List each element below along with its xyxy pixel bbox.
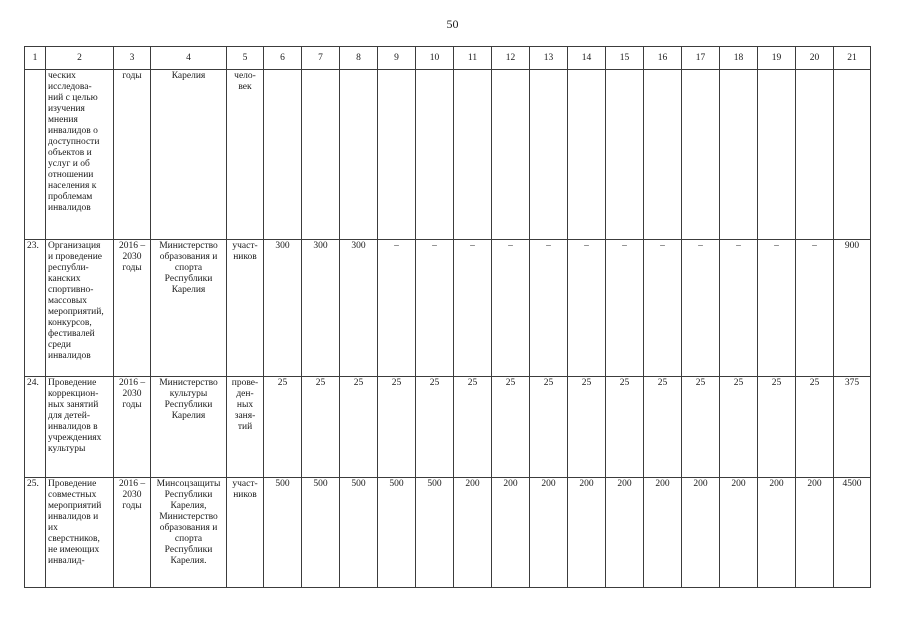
header-cell: 1 [25,47,46,70]
year-value-cell: 25 [682,377,720,478]
unit-cell: участ- ников [227,478,264,588]
year-value-cell: 25 [492,377,530,478]
year-value-cell: 25 [340,377,378,478]
header-cell: 14 [568,47,606,70]
header-cell: 20 [796,47,834,70]
year-value-cell: 25 [568,377,606,478]
header-cell: 10 [416,47,454,70]
year-value-cell: 200 [568,478,606,588]
table-row [25,377,871,478]
header-cell: 15 [606,47,644,70]
table-row [25,70,871,240]
year-value-cell: 25 [644,377,682,478]
year-value-cell: – [530,240,568,377]
year-value-cell: 200 [530,478,568,588]
year-value-cell [416,70,454,240]
year-value-cell [492,70,530,240]
year-value-cell: 25 [454,377,492,478]
year-value-cell [796,70,834,240]
year-value-cell: – [492,240,530,377]
header-cell: 7 [302,47,340,70]
year-value-cell [606,70,644,240]
table-row [25,478,871,588]
header-cell: 4 [151,47,227,70]
header-cell: 2 [46,47,114,70]
year-value-cell: 500 [340,478,378,588]
measure-name-cell: Организация и проведение республи- канских спортивно- массовых мероприятий, конкурсов, фестивалей среди инвалидов [46,240,114,377]
year-value-cell: 25 [720,377,758,478]
year-value-cell: 25 [606,377,644,478]
table-body [25,47,871,588]
table-header-row [25,47,871,70]
year-value-cell: 500 [264,478,302,588]
header-cell: 8 [340,47,378,70]
header-cell: 19 [758,47,796,70]
years-cell: 2016 – 2030 годы [114,377,151,478]
year-value-cell [682,70,720,240]
years-cell: 2016 – 2030 годы [114,240,151,377]
unit-cell: чело- век [227,70,264,240]
year-value-cell: 25 [530,377,568,478]
year-value-cell: 200 [796,478,834,588]
year-value-cell: – [682,240,720,377]
year-value-cell: 500 [378,478,416,588]
years-cell: 2016 – 2030 годы [114,478,151,588]
year-value-cell: – [568,240,606,377]
total-cell [834,70,871,240]
page-number: 50 [446,17,459,31]
table-row [25,240,871,377]
header-cell: 16 [644,47,682,70]
year-value-cell [378,70,416,240]
year-value-cell: 200 [682,478,720,588]
row-number-cell: 25. [25,478,46,588]
year-value-cell: – [644,240,682,377]
measure-name-cell: Проведение коррекцион- ных занятий для детей- инвалидов в учреждениях культуры [46,377,114,478]
year-value-cell [264,70,302,240]
executor-cell: Министерство культуры Республики Карелия [151,377,227,478]
year-value-cell: – [796,240,834,377]
year-value-cell: 500 [302,478,340,588]
year-value-cell: 25 [416,377,454,478]
year-value-cell: 25 [758,377,796,478]
year-value-cell [454,70,492,240]
year-value-cell [530,70,568,240]
year-value-cell: 25 [302,377,340,478]
header-cell: 9 [378,47,416,70]
header-cell: 5 [227,47,264,70]
header-cell: 13 [530,47,568,70]
header-cell: 17 [682,47,720,70]
year-value-cell: 300 [264,240,302,377]
year-value-cell [302,70,340,240]
year-value-cell: 200 [454,478,492,588]
header-cell: 6 [264,47,302,70]
year-value-cell: 200 [492,478,530,588]
executor-cell: Карелия [151,70,227,240]
measures-table [24,46,871,588]
year-value-cell [340,70,378,240]
row-number-cell: 24. [25,377,46,478]
header-cell: 21 [834,47,871,70]
year-value-cell: 500 [416,478,454,588]
year-value-cell: – [720,240,758,377]
year-value-cell: 300 [302,240,340,377]
header-cell: 3 [114,47,151,70]
year-value-cell [568,70,606,240]
year-value-cell: 200 [644,478,682,588]
header-cell: 11 [454,47,492,70]
year-value-cell: 200 [720,478,758,588]
year-value-cell [720,70,758,240]
row-number-cell [25,70,46,240]
header-cell: 18 [720,47,758,70]
unit-cell: прове- ден- ных заня- тий [227,377,264,478]
total-cell: 375 [834,377,871,478]
years-cell: годы [114,70,151,240]
year-value-cell: 200 [758,478,796,588]
measure-name-cell: Проведение совместных мероприятий инвалидов и их сверстников, не имеющих инвалид- [46,478,114,588]
year-value-cell: 25 [378,377,416,478]
total-cell: 4500 [834,478,871,588]
executor-cell: Минсоцзащиты Республики Карелия, Министерство образования и спорта Республики Карелия. [151,478,227,588]
year-value-cell: – [454,240,492,377]
year-value-cell: – [378,240,416,377]
year-value-cell: 25 [264,377,302,478]
executor-cell: Министерство образования и спорта Республики Карелия [151,240,227,377]
year-value-cell: 200 [606,478,644,588]
total-cell: 900 [834,240,871,377]
measure-name-cell: ческих исследова- ний с целью изучения мнения инвалидов о доступности объектов и услуг и об отношении населения к проблемам инвалидов [46,70,114,240]
year-value-cell: 25 [796,377,834,478]
header-cell: 12 [492,47,530,70]
year-value-cell [644,70,682,240]
unit-cell: участ- ников [227,240,264,377]
year-value-cell: – [606,240,644,377]
year-value-cell: – [758,240,796,377]
year-value-cell: 300 [340,240,378,377]
year-value-cell: – [416,240,454,377]
row-number-cell: 23. [25,240,46,377]
year-value-cell [758,70,796,240]
